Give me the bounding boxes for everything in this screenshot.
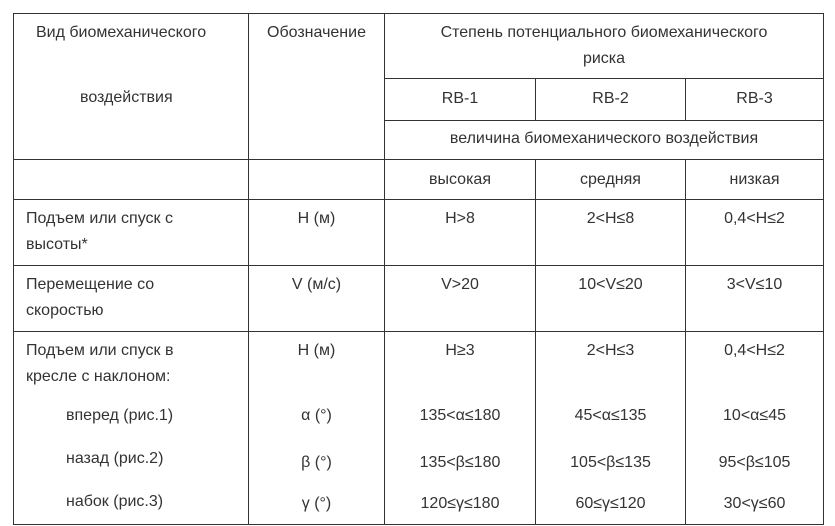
header-level-medium: средняя	[580, 171, 641, 188]
row-sideways-high: 120≤γ≤180	[420, 495, 500, 512]
row-height-symbol: H (м)	[297, 210, 336, 227]
row-speed-medium: 10<V≤20	[578, 276, 643, 293]
header-type-line1: Вид биомеханического	[36, 24, 207, 41]
row-forward-low: 10<α≤45	[723, 407, 786, 424]
row-chair-label-line1: Подъем или спуск в	[26, 342, 174, 359]
header-rb3: RB-3	[736, 90, 773, 107]
row-speed-low: 3<V≤10	[726, 276, 783, 293]
row-height-high: H>8	[445, 210, 475, 227]
row-height-label-line2: высоты*	[26, 236, 88, 253]
row-chair-symbol: H (м)	[297, 342, 336, 359]
row-speed-high: V>20	[441, 276, 479, 293]
row-chair-low: 0,4<H≤2	[724, 342, 785, 359]
row-speed-label-line2: скоростью	[26, 302, 104, 319]
row-speed-label-line1: Перемещение со	[26, 276, 155, 293]
row-backward-high: 135<β≤180	[419, 454, 501, 471]
header-type-line2: воздействия	[80, 89, 173, 106]
row-speed-symbol: V (м/с)	[291, 276, 342, 293]
row-chair-medium: 2<H≤3	[586, 342, 635, 359]
row-sideways-low: 30<γ≤60	[723, 495, 786, 512]
row-forward-medium: 45<α≤135	[574, 407, 647, 424]
header-risk-line1: Степень потенциального биомеханического	[440, 24, 768, 41]
row-sideways-medium: 60≤γ≤120	[575, 495, 646, 512]
row-height-label-line1: Подъем или спуск с	[26, 210, 173, 227]
header-symbol: Обозначение	[267, 24, 366, 41]
header-rb2: RB-2	[592, 90, 629, 107]
header-magnitude: величина биомеханического воздействия	[449, 130, 759, 147]
row-sideways-symbol: γ (°)	[301, 495, 332, 512]
header-level-high: высокая	[429, 171, 491, 188]
row-forward-symbol: α (°)	[301, 407, 332, 424]
row-forward-high: 135<α≤180	[419, 407, 501, 424]
row-forward-label: вперед (рис.1)	[66, 407, 174, 424]
header-risk-line2: риска	[582, 50, 626, 67]
row-backward-symbol: β (°)	[301, 454, 332, 471]
row-chair-label-line2: кресле с наклоном:	[26, 368, 171, 385]
header-rb1: RB-1	[441, 90, 479, 107]
row-backward-low: 95<β≤105	[718, 454, 791, 471]
row-backward-medium: 105<β≤135	[570, 454, 651, 471]
row-chair-high: H≥3	[445, 342, 475, 359]
row-sideways-label: набок (рис.3)	[66, 493, 164, 510]
row-height-medium: 2<H≤8	[586, 210, 635, 227]
row-backward-label: назад (рис.2)	[66, 450, 164, 467]
header-level-low: низкая	[729, 171, 780, 188]
row-height-low: 0,4<H≤2	[724, 210, 785, 227]
